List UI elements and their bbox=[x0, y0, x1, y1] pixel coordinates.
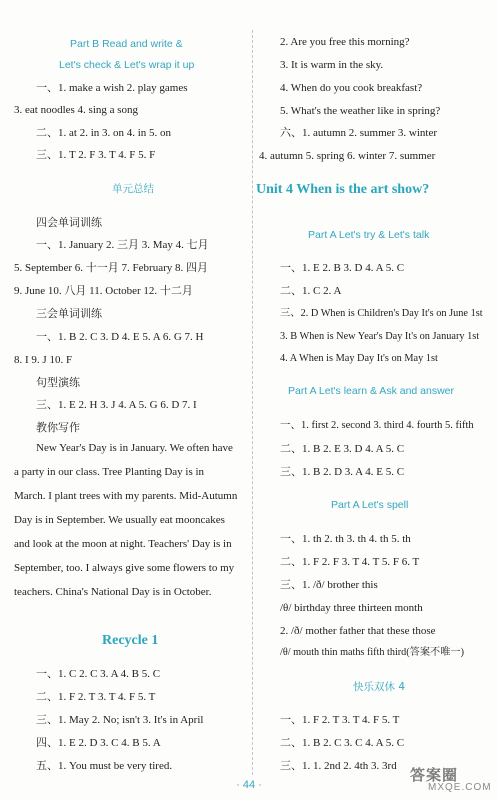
essay-line: and look at the moon at night. Teachers' Day is in bbox=[14, 538, 232, 550]
answer-line: 三、1. T 2. F 3. T 4. F 5. F bbox=[36, 149, 156, 161]
right-column bbox=[253, 0, 498, 800]
essay-line: Day is in September. We usually eat mooncakes bbox=[14, 514, 225, 526]
answer-line: 4. When do you cook breakfast? bbox=[280, 82, 423, 94]
happy-weekend-heading: 快乐双休 4 bbox=[353, 681, 406, 693]
essay-line: teachers. China's National Day is in October. bbox=[14, 586, 212, 598]
answer-line: 2. Are you free this morning? bbox=[280, 36, 410, 48]
section-label: 三会单词训练 bbox=[36, 308, 102, 320]
answer-line: 三、2. D When is Children's Day It's on June 1st bbox=[280, 308, 483, 319]
recycle-title: Recycle 1 bbox=[102, 633, 159, 648]
answer-line: 一、1. January 2. 三月 3. May 4. 七月 bbox=[36, 239, 209, 251]
answer-line: 9. June 10. 八月 11. October 12. 十二月 bbox=[14, 285, 193, 297]
answer-line: 4. A When is May Day It's on May 1st bbox=[280, 353, 438, 364]
answer-line: 二、1. C 2. A bbox=[280, 285, 342, 297]
answer-line: 3. It is warm in the sky. bbox=[280, 59, 384, 71]
part-a-learn-heading: Part A Let's learn & Ask and answer bbox=[288, 385, 455, 397]
answer-line: 一、1. B 2. C 3. D 4. E 5. A 6. G 7. H bbox=[36, 331, 204, 343]
answer-line: 二、1. F 2. F 3. T 4. T 5. F 6. T bbox=[280, 556, 420, 568]
answer-line: 二、1. B 2. C 3. C 4. A 5. C bbox=[280, 737, 405, 749]
answer-line: 三、1. E 2. H 3. J 4. A 5. G 6. D 7. I bbox=[36, 399, 197, 411]
answer-line: 3. B When is New Year's Day It's on January 1st bbox=[280, 331, 480, 342]
section-label: 句型演练 bbox=[36, 377, 80, 389]
answer-line: 二、1. F 2. T 3. T 4. F 5. T bbox=[36, 691, 156, 703]
answer-line: 一、1. first 2. second 3. third 4. fourth 5. fifth bbox=[280, 420, 474, 431]
answer-line: 3. eat noodles 4. sing a song bbox=[14, 104, 139, 116]
answer-line: /θ/ birthday three thirteen month bbox=[280, 602, 423, 614]
answer-line: 8. I 9. J 10. F bbox=[14, 354, 73, 366]
part-a-talk-heading: Part A Let's try & Let's talk bbox=[308, 229, 430, 241]
essay-line: March. I plant trees with my parents. Mid-Autumn bbox=[14, 490, 238, 502]
answer-line: 六、1. autumn 2. summer 3. winter bbox=[280, 127, 438, 139]
answer-line: 一、1. C 2. C 3. A 4. B 5. C bbox=[36, 668, 161, 680]
answer-line: 一、1. F 2. T 3. T 4. F 5. T bbox=[280, 714, 400, 726]
part-a-spell-heading: Part A Let's spell bbox=[331, 499, 409, 511]
writing-essay bbox=[14, 436, 246, 604]
unit-4-title: Unit 4 When is the art show? bbox=[256, 182, 430, 197]
answer-line: 三、1. 1. 2nd 2. 4th 3. 3rd bbox=[280, 760, 397, 772]
answer-line: 四、1. E 2. D 3. C 4. B 5. A bbox=[36, 737, 161, 749]
answer-line: 5. September 6. 十一月 7. February 8. 四月 bbox=[14, 262, 208, 274]
answer-line: 4. autumn 5. spring 6. winter 7. summer bbox=[259, 150, 436, 162]
answer-line: 二、1. at 2. in 3. on 4. in 5. on bbox=[36, 127, 172, 139]
essay-line: a party in our class. Tree Planting Day is in bbox=[14, 466, 205, 478]
essay-line: September, too. I always give some flowers to my bbox=[14, 562, 235, 574]
answer-line: 三、1. B 2. D 3. A 4. E 5. C bbox=[280, 466, 405, 478]
unit-summary-heading: 单元总结 bbox=[112, 183, 154, 195]
page-number-value: 44 bbox=[242, 779, 256, 791]
answer-line: 5. What's the weather like in spring? bbox=[280, 105, 441, 117]
part-b-heading-line2: Let's check & Let's wrap it up bbox=[59, 59, 195, 71]
section-label: 四会单词训练 bbox=[36, 217, 102, 229]
answer-line: 五、1. You must be very tired. bbox=[36, 760, 173, 772]
answer-line: 2. /ð/ mother father that these those bbox=[280, 625, 436, 637]
answer-line: 一、1. E 2. B 3. D 4. A 5. C bbox=[280, 262, 405, 274]
answer-line: 一、1. make a wish 2. play games bbox=[36, 82, 188, 94]
answer-line: 三、1. /ð/ brother this bbox=[280, 579, 378, 591]
section-label: 教你写作 bbox=[36, 422, 80, 434]
part-b-heading-line1: Part B Read and write & bbox=[70, 38, 183, 50]
answer-line: 三、1. May 2. No; isn't 3. It's in April bbox=[36, 714, 204, 726]
answer-line: 一、1. th 2. th 3. th 4. th 5. th bbox=[280, 533, 411, 545]
watermark-logo bbox=[410, 764, 492, 796]
answer-line: /θ/ mouth thin maths fifth third(答案不唯一) bbox=[280, 647, 464, 658]
watermark-line1: 答案圈 bbox=[410, 766, 459, 784]
answer-line: 二、1. B 2. E 3. D 4. A 5. C bbox=[280, 443, 405, 455]
watermark-line2: MXQE.COM bbox=[428, 782, 492, 793]
essay-line: New Year's Day is in January. We often have bbox=[36, 442, 233, 454]
page-number: · 44 · bbox=[236, 779, 262, 791]
